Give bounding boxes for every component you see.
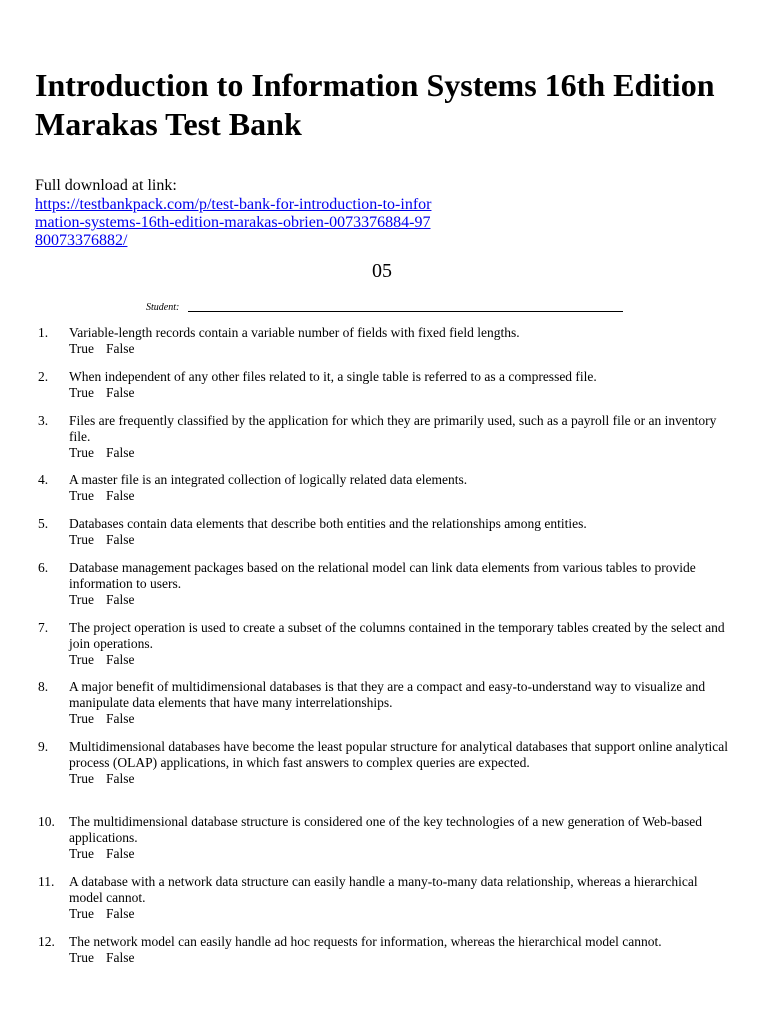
- student-field: [146, 302, 626, 316]
- false-option[interactable]: False: [106, 906, 135, 921]
- false-option[interactable]: False: [106, 652, 135, 667]
- false-option[interactable]: False: [106, 846, 135, 861]
- true-option[interactable]: True: [69, 488, 95, 503]
- question-text: Multidimensional databases have become the least popular structure for analytical databases that support online analytical process (OLAP) applications, in which fast answers to complex queries are expected.: [69, 739, 729, 770]
- false-option[interactable]: False: [106, 771, 135, 786]
- question-text: Database management packages based on the relational model can link data elements from various tables to provide information to users.: [69, 560, 696, 591]
- question-text: Files are frequently classified by the application for which they are primarily used, such as a payroll file or an inventory file.: [69, 413, 717, 444]
- question-text: The network model can easily handle ad hoc requests for information, whereas the hierarchical model cannot.: [69, 934, 662, 949]
- true-option[interactable]: True: [69, 771, 95, 786]
- question-text: A major benefit of multidimensional databases is that they are a compact and easy-to-understand way to visualize and manipulate data elements that have many interrelationships.: [69, 679, 706, 710]
- true-option[interactable]: True: [69, 445, 95, 460]
- question-text: The multidimensional database structure is considered one of the key technologies of a new generation of Web-based applications.: [69, 814, 702, 845]
- false-option[interactable]: False: [106, 488, 135, 503]
- question-text: The project operation is used to create a subset of the columns contained in the temporary tables created by the select and join operations.: [69, 620, 725, 651]
- question-text: Databases contain data elements that describe both entities and the relationships among entities.: [69, 516, 587, 531]
- student-name-line[interactable]: [188, 311, 623, 312]
- question-number: 12.: [38, 934, 55, 949]
- false-option[interactable]: False: [106, 592, 135, 607]
- page-number: 05: [372, 260, 392, 282]
- true-option[interactable]: True: [69, 846, 95, 861]
- question-text: When independent of any other files related to it, a single table is referred to as a compressed file.: [69, 369, 597, 384]
- true-option[interactable]: True: [69, 711, 95, 726]
- question-number: 7.: [38, 620, 49, 635]
- question-text: Variable-length records contain a variable number of fields with fixed field lengths.: [69, 325, 520, 340]
- true-option[interactable]: True: [69, 652, 95, 667]
- false-option[interactable]: False: [106, 385, 135, 400]
- true-option[interactable]: True: [69, 906, 95, 921]
- false-option[interactable]: False: [106, 341, 135, 356]
- question-text: A master file is an integrated collection of logically related data elements.: [69, 472, 468, 487]
- question-number: 10.: [38, 814, 55, 829]
- false-option[interactable]: False: [106, 711, 135, 726]
- false-option[interactable]: False: [106, 445, 135, 460]
- false-option[interactable]: False: [106, 950, 135, 965]
- question-number: 3.: [38, 413, 49, 428]
- question-number: 9.: [38, 739, 49, 754]
- question-number: 4.: [38, 472, 49, 487]
- question-number: 2.: [38, 369, 49, 384]
- question-number: 5.: [38, 516, 49, 531]
- question-number: 11.: [38, 874, 55, 889]
- question-number: 8.: [38, 679, 49, 694]
- download-label: Full download at link:: [35, 177, 177, 194]
- student-label: Student:: [146, 302, 180, 313]
- question-text: A database with a network data structure can easily handle a many-to-many data relationship, whereas a hierarchical model cannot.: [69, 874, 698, 905]
- true-option[interactable]: True: [69, 385, 95, 400]
- true-option[interactable]: True: [69, 532, 95, 547]
- question-number: 1.: [38, 325, 49, 340]
- true-option[interactable]: True: [69, 341, 95, 356]
- download-link[interactable]: https://testbankpack.com/p/test-bank-for-introduction-to-information-systems-16th-edition-marakas-obrien-0073376884-9780073376882/: [35, 196, 432, 249]
- true-option[interactable]: True: [69, 592, 95, 607]
- document-title: Introduction to Information Systems 16th Edition Marakas Test Bank: [35, 67, 715, 142]
- true-option[interactable]: True: [69, 950, 95, 965]
- question-number: 6.: [38, 560, 49, 575]
- false-option[interactable]: False: [106, 532, 135, 547]
